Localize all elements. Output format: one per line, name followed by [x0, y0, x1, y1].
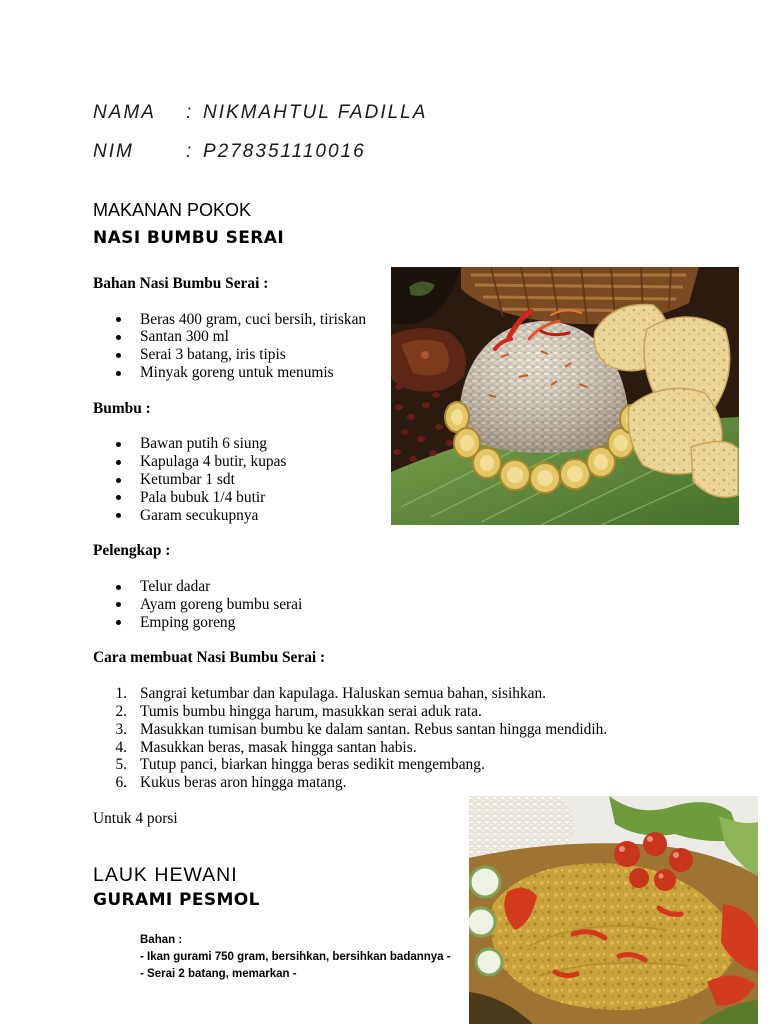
- side-item: Ayam goreng bumbu serai: [93, 596, 693, 614]
- servings-note: Untuk 4 porsi: [93, 809, 178, 827]
- staple-category: MAKANAN POKOK: [93, 200, 252, 220]
- gurami-pesmol-photo: [469, 796, 758, 1024]
- ingredient-item: Beras 400 gram, cuci bersih, tiriskan: [93, 311, 693, 329]
- sides-heading: Pelengkap :: [93, 542, 171, 560]
- spice-item: Kapulaga 4 butir, kupas: [93, 453, 693, 471]
- name-separator: :: [186, 102, 194, 123]
- step-item: [93, 721, 693, 739]
- side-dish-category: LAUK HEWANI: [93, 864, 238, 886]
- step-item: [93, 739, 693, 757]
- ingredient-item: Minyak goreng untuk menumis: [93, 364, 693, 382]
- gurami-ingredient-item: - Ikan gurami 750 gram, bersihkan, bersihkan badannya -: [140, 951, 451, 963]
- spice-item: Ketumbar 1 sdt: [93, 471, 693, 489]
- step-item: [93, 703, 693, 721]
- nasi-bumbu-serai-photo: [391, 267, 739, 525]
- student-nim-row: [0, 140, 768, 164]
- ingredient-item: Santan 300 ml: [93, 328, 693, 346]
- step-item: [93, 774, 693, 792]
- step-text: Masukkan beras, masak hingga santan habis.: [140, 738, 417, 756]
- name-value: NIKMAHTUL FADILLA: [203, 102, 428, 123]
- step-number: 2.: [115, 702, 127, 720]
- step-item: [93, 685, 693, 703]
- name-label: NAMA: [93, 102, 156, 123]
- gurami-ingredient-item: - Serai 2 batang, memarkan -: [140, 968, 297, 980]
- step-number: 6.: [115, 774, 127, 792]
- step-number: 4.: [115, 738, 127, 756]
- nim-separator: :: [186, 141, 194, 162]
- side-item: Telur dadar: [93, 578, 693, 596]
- ingredients-heading: Bahan Nasi Bumbu Serai :: [93, 275, 269, 292]
- spice-item: Bawan putih 6 siung: [93, 435, 693, 453]
- side-dish-title: GURAMI PESMOL: [93, 890, 260, 910]
- spice-item: Garam secukupnya: [93, 507, 693, 525]
- step-text: Masukkan tumisan bumbu ke dalam santan. Rebus santan hingga mendidih.: [140, 720, 608, 738]
- staple-title: NASI BUMBU SERAI: [93, 228, 285, 248]
- step-number: 5.: [115, 756, 127, 774]
- nim-label: NIM: [93, 141, 134, 162]
- step-item: [93, 756, 693, 774]
- step-text: Kukus beras aron hingga matang.: [140, 774, 347, 792]
- nim-value: P278351110016: [203, 141, 366, 162]
- step-text: Tutup panci, biarkan hingga beras sedikit mengembang.: [140, 756, 485, 774]
- student-name-row: [0, 101, 768, 125]
- side-item: Emping goreng: [93, 614, 693, 632]
- fried-chicken: [391, 328, 466, 392]
- step-number: 1.: [115, 685, 127, 703]
- gurami-ingredients: [140, 932, 451, 983]
- spices-heading: Bumbu :: [93, 399, 151, 417]
- step-number: 3.: [115, 720, 127, 738]
- step-text: Sangrai ketumbar dan kapulaga. Haluskan semua bahan, sisihkan.: [140, 685, 547, 703]
- steps-heading: Cara membuat Nasi Bumbu Serai :: [93, 649, 326, 667]
- step-text: Tumis bumbu hingga harum, masukkan serai aduk rata.: [140, 702, 482, 720]
- spice-item: Pala bubuk 1/4 butir: [93, 489, 693, 507]
- ingredient-item: Serai 3 batang, iris tipis: [93, 346, 693, 364]
- sides-list: [93, 578, 693, 631]
- gurami-ingredients-heading: Bahan :: [140, 934, 183, 946]
- steps-list: [93, 685, 693, 792]
